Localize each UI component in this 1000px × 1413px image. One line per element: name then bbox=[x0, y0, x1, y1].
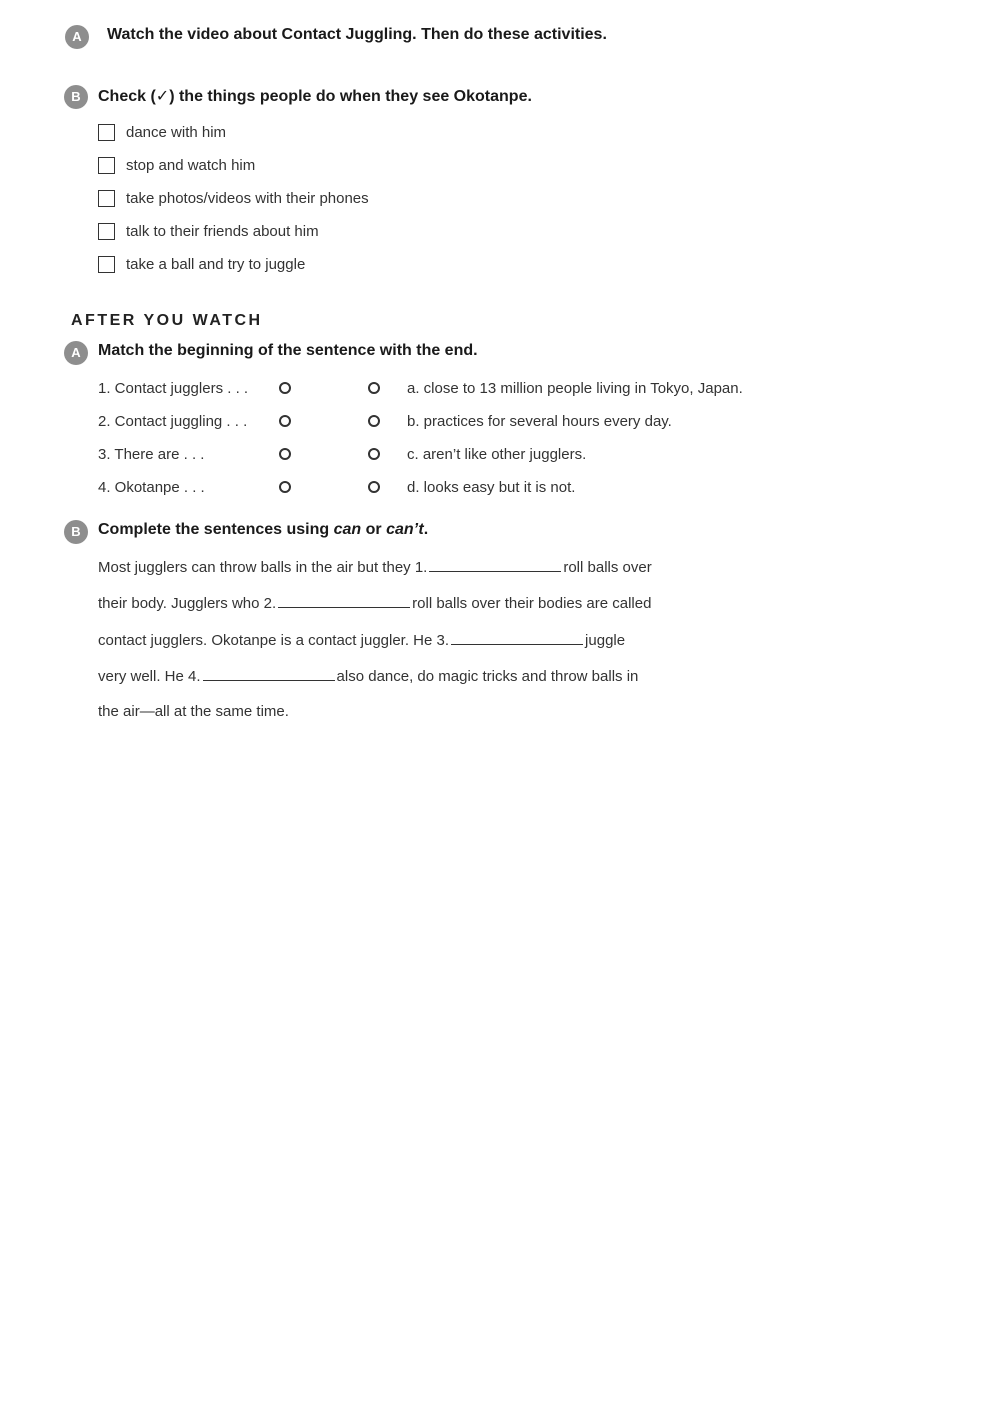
checkbox[interactable] bbox=[98, 190, 115, 207]
paragraph-line bbox=[98, 593, 651, 614]
check-item bbox=[98, 154, 255, 176]
paragraph-text: very well. He 4. bbox=[98, 668, 201, 685]
checkbox[interactable] bbox=[98, 223, 115, 240]
check-item bbox=[98, 121, 226, 143]
match-left-dot[interactable] bbox=[279, 382, 291, 394]
answer-blank-4[interactable] bbox=[203, 666, 335, 681]
check-item-label: talk to their friends about him bbox=[126, 222, 319, 240]
paragraph-line bbox=[98, 557, 652, 578]
paragraph-text: their body. Jugglers who 2. bbox=[98, 595, 277, 612]
match-badge: A bbox=[64, 341, 88, 365]
paragraph-text: the air—all at the same time. bbox=[98, 703, 289, 720]
check-item bbox=[98, 220, 319, 242]
check-item-label: stop and watch him bbox=[126, 156, 256, 174]
match-left-item: 3. There are . . . bbox=[98, 446, 205, 463]
match-left-dot[interactable] bbox=[279, 415, 291, 427]
match-left-item: 1. Contact jugglers . . . bbox=[98, 380, 249, 397]
paragraph-text: roll balls over their bodies are called bbox=[412, 595, 652, 612]
check-item-label: take a ball and try to juggle bbox=[126, 255, 306, 273]
word-can: can bbox=[333, 521, 362, 538]
checkbox[interactable] bbox=[98, 256, 115, 273]
match-right-dot[interactable] bbox=[368, 415, 380, 427]
answer-blank-3[interactable] bbox=[451, 630, 583, 645]
word-cant: can’t bbox=[386, 521, 424, 538]
match-instruction: Match the beginning of the sentence with the end. bbox=[98, 342, 478, 359]
complete-instruction-pre: Complete the sentences using bbox=[98, 521, 334, 538]
paragraph-text: also dance, do magic tricks and throw balls in bbox=[336, 668, 639, 685]
section-b-badge: B bbox=[64, 85, 88, 109]
match-right-item: b. practices for several hours every day. bbox=[407, 413, 672, 430]
check-item-label: dance with him bbox=[126, 123, 227, 141]
check-item bbox=[98, 253, 305, 275]
check-item-label: take photos/videos with their phones bbox=[126, 189, 369, 207]
paragraph-text: Most jugglers can throw balls in the air but they 1. bbox=[98, 559, 428, 576]
complete-instruction-end: . bbox=[423, 521, 429, 538]
paragraph-line bbox=[98, 666, 638, 687]
match-right-dot[interactable] bbox=[368, 481, 380, 493]
paragraph-line bbox=[98, 702, 289, 722]
match-right-item: c. aren’t like other jugglers. bbox=[407, 446, 587, 463]
match-left-dot[interactable] bbox=[279, 448, 291, 460]
match-left-dot[interactable] bbox=[279, 481, 291, 493]
match-right-item: a. close to 13 million people living in Tokyo, Japan. bbox=[407, 380, 743, 397]
section-b-instruction: Check (✓) the things people do when they see Okotanpe. bbox=[98, 88, 532, 105]
checkbox[interactable] bbox=[98, 124, 115, 141]
answer-blank-2[interactable] bbox=[278, 593, 410, 608]
paragraph-text: roll balls over bbox=[563, 559, 652, 576]
match-left-item: 4. Okotanpe . . . bbox=[98, 479, 205, 496]
paragraph-text: juggle bbox=[585, 632, 626, 649]
match-right-item: d. looks easy but it is not. bbox=[407, 479, 576, 496]
after-you-watch-title: AFTER YOU WATCH bbox=[71, 312, 263, 329]
complete-badge: B bbox=[64, 520, 88, 544]
section-a-instruction: Watch the video about Contact Juggling. Then do these activities. bbox=[107, 26, 607, 43]
match-left-item: 2. Contact juggling . . . bbox=[98, 413, 248, 430]
complete-instruction-or: or bbox=[361, 521, 387, 538]
check-item bbox=[98, 187, 369, 209]
complete-instruction bbox=[98, 521, 428, 539]
match-right-dot[interactable] bbox=[368, 448, 380, 460]
paragraph-text: contact jugglers. Okotanpe is a contact juggler. He 3. bbox=[98, 632, 450, 649]
answer-blank-1[interactable] bbox=[429, 557, 561, 572]
match-right-dot[interactable] bbox=[368, 382, 380, 394]
paragraph-line bbox=[98, 630, 625, 651]
section-a-badge: A bbox=[65, 25, 89, 49]
checkbox[interactable] bbox=[98, 157, 115, 174]
